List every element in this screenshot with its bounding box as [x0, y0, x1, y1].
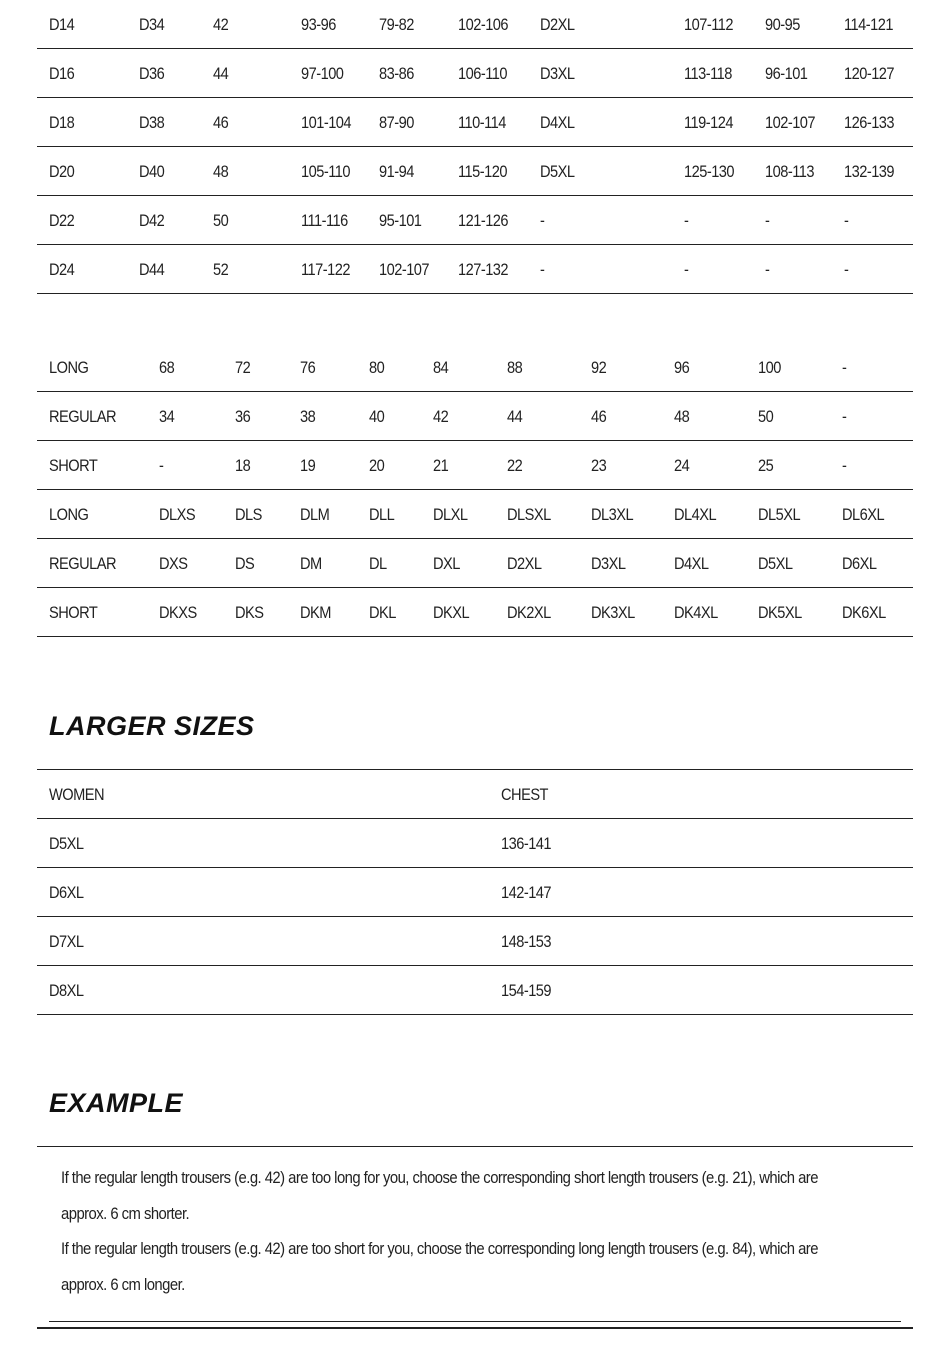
table-cell: 50 — [758, 407, 774, 426]
table-row — [37, 392, 913, 441]
table-row — [37, 245, 913, 294]
table-row — [37, 49, 913, 98]
table-cell: 84 — [433, 358, 449, 377]
table-cell: D22 — [49, 211, 75, 230]
example-line: approx. 6 cm shorter. — [61, 1204, 190, 1223]
table-cell: D5XL — [540, 162, 575, 181]
table-cell: DL4XL — [674, 505, 717, 524]
table-cell: DK3XL — [591, 603, 635, 622]
table-cell: 44 — [213, 64, 229, 83]
table-cell: - — [765, 260, 770, 279]
table-cell: 68 — [159, 358, 175, 377]
table-cell: 46 — [213, 113, 229, 132]
table-cell: 80 — [369, 358, 385, 377]
table-cell: D3XL — [591, 554, 626, 573]
table-cell: 40 — [369, 407, 385, 426]
table-cell: 19 — [300, 456, 316, 475]
table-cell: D6XL — [842, 554, 877, 573]
table-cell: 127-132 — [458, 260, 509, 279]
table-cell: DLS — [235, 505, 262, 524]
table-cell: DLXL — [433, 505, 468, 524]
table-cell: DKS — [235, 603, 264, 622]
table-cell: 114-121 — [844, 15, 893, 34]
table-cell: D20 — [49, 162, 75, 181]
table-cell: DL6XL — [842, 505, 885, 524]
table-cell: - — [540, 211, 545, 230]
table-cell: 44 — [507, 407, 523, 426]
table-cell: DK6XL — [842, 603, 886, 622]
table-cell: - — [844, 260, 849, 279]
table-cell: DL3XL — [591, 505, 634, 524]
table-cell: DKM — [300, 603, 331, 622]
table-cell: DXS — [159, 554, 188, 573]
table-row — [37, 490, 913, 539]
table-cell: D2XL — [507, 554, 542, 573]
table-cell: 119-124 — [684, 113, 733, 132]
table-cell: DK2XL — [507, 603, 551, 622]
table-cell: 110-114 — [458, 113, 506, 132]
table-cell: 107-112 — [684, 15, 733, 34]
table-cell: DLL — [369, 505, 395, 524]
table-cell: DKXS — [159, 603, 197, 622]
divider — [37, 1327, 913, 1329]
example-line: approx. 6 cm longer. — [61, 1275, 185, 1294]
table-row — [37, 98, 913, 147]
table-cell: D5XL — [49, 834, 84, 853]
table-cell: D4XL — [674, 554, 709, 573]
table-cell: 126-133 — [844, 113, 895, 132]
table-cell: 52 — [213, 260, 229, 279]
table-cell: 120-127 — [844, 64, 895, 83]
table-cell: 148-153 — [501, 932, 552, 951]
table-cell: DKXL — [433, 603, 470, 622]
table-row — [37, 539, 913, 588]
table-cell: 117-122 — [301, 260, 350, 279]
table-cell: 25 — [758, 456, 774, 475]
table-cell: 105-110 — [301, 162, 350, 181]
table-cell: 91-94 — [379, 162, 414, 181]
table-cell: 34 — [159, 407, 175, 426]
table-row — [37, 770, 913, 819]
table-cell: WOMEN — [49, 785, 105, 804]
table-cell: 42 — [433, 407, 449, 426]
table-cell: D24 — [49, 260, 75, 279]
table-cell: - — [842, 456, 847, 475]
table-cell: SHORT — [49, 603, 98, 622]
table-cell: 76 — [300, 358, 316, 377]
table-cell: D6XL — [49, 883, 84, 902]
divider — [49, 1321, 901, 1322]
table-cell: 88 — [507, 358, 523, 377]
example-text — [61, 1161, 871, 1303]
table-cell: LONG — [49, 505, 89, 524]
table-cell: 115-120 — [458, 162, 507, 181]
table-cell: 23 — [591, 456, 607, 475]
table-cell: DL — [369, 554, 387, 573]
table-cell: - — [765, 211, 770, 230]
table-row — [37, 966, 913, 1015]
table-row — [37, 196, 913, 245]
table-cell: CHEST — [501, 785, 548, 804]
table-row — [37, 917, 913, 966]
table-cell: 132-139 — [844, 162, 895, 181]
table-cell: 72 — [235, 358, 251, 377]
table-cell: REGULAR — [49, 407, 117, 426]
table-cell: 46 — [591, 407, 607, 426]
table-cell: D3XL — [540, 64, 575, 83]
table-row — [37, 819, 913, 868]
larger-sizes-table — [37, 770, 913, 1015]
table-cell: 102-106 — [458, 15, 509, 34]
table-cell: D34 — [139, 15, 165, 34]
table-cell: - — [159, 456, 164, 475]
table-cell: 36 — [235, 407, 251, 426]
table-cell: D44 — [139, 260, 165, 279]
table-cell: DLM — [300, 505, 330, 524]
table-row — [37, 868, 913, 917]
table-cell: SHORT — [49, 456, 98, 475]
table-cell: D18 — [49, 113, 75, 132]
table-cell: 79-82 — [379, 15, 414, 34]
table-cell: D36 — [139, 64, 165, 83]
table-cell: 102-107 — [379, 260, 430, 279]
table-row — [37, 0, 913, 49]
table-cell: - — [842, 358, 847, 377]
table-cell: DM — [300, 554, 322, 573]
table-cell: 108-113 — [765, 162, 814, 181]
table-cell: 154-159 — [501, 981, 552, 1000]
table-cell: 42 — [213, 15, 229, 34]
table-row — [37, 441, 913, 490]
table-cell: DLXS — [159, 505, 196, 524]
table-cell: 38 — [300, 407, 316, 426]
table-cell: 90-95 — [765, 15, 800, 34]
table-cell: 142-147 — [501, 883, 552, 902]
table-cell: D4XL — [540, 113, 575, 132]
table-cell: D38 — [139, 113, 165, 132]
table-cell: 83-86 — [379, 64, 414, 83]
table-cell: 93-96 — [301, 15, 336, 34]
table-cell: DK5XL — [758, 603, 802, 622]
table-row — [37, 343, 913, 392]
table-cell: 96-101 — [765, 64, 808, 83]
table-row — [37, 588, 913, 637]
table-cell: 48 — [674, 407, 690, 426]
larger-sizes-heading: LARGER SIZES — [49, 711, 255, 741]
table-cell: D8XL — [49, 981, 84, 1000]
table-cell: 48 — [213, 162, 229, 181]
table-cell: D40 — [139, 162, 165, 181]
table-row — [37, 147, 913, 196]
table-cell: 20 — [369, 456, 385, 475]
example-heading: EXAMPLE — [49, 1088, 184, 1118]
length-table — [37, 343, 913, 637]
table-cell: 92 — [591, 358, 607, 377]
table-cell: - — [684, 260, 689, 279]
table-cell: 97-100 — [301, 64, 344, 83]
table-cell: 113-118 — [684, 64, 732, 83]
table-cell: 121-126 — [458, 211, 509, 230]
table-cell: 101-104 — [301, 113, 352, 132]
table-cell: DLSXL — [507, 505, 551, 524]
table-cell: 50 — [213, 211, 229, 230]
table-cell: REGULAR — [49, 554, 117, 573]
table-cell: DS — [235, 554, 255, 573]
table-cell: - — [844, 211, 849, 230]
table-cell: D42 — [139, 211, 165, 230]
table-cell: D2XL — [540, 15, 575, 34]
table-cell: 21 — [433, 456, 449, 475]
table-cell: D5XL — [758, 554, 793, 573]
table-cell: DL5XL — [758, 505, 801, 524]
table-cell: - — [684, 211, 689, 230]
table-cell: - — [842, 407, 847, 426]
example-line: If the regular length trousers (e.g. 42) are too short for you, choose the corresponding long length trousers (e.g. 84), which are — [61, 1240, 818, 1258]
table-cell: LONG — [49, 358, 89, 377]
table-cell: 100 — [758, 358, 781, 377]
divider — [37, 1146, 913, 1147]
table-cell: 95-101 — [379, 211, 422, 230]
table-cell: DK4XL — [674, 603, 718, 622]
table-cell: D7XL — [49, 932, 84, 951]
table-cell: - — [540, 260, 545, 279]
example-line: If the regular length trousers (e.g. 42) are too long for you, choose the corresponding short length trousers (e.g. 21), which are — [61, 1169, 818, 1187]
table-cell: 22 — [507, 456, 523, 475]
table-cell: DKL — [369, 603, 396, 622]
size-table — [37, 0, 913, 294]
table-cell: 136-141 — [501, 834, 552, 853]
table-cell: D14 — [49, 15, 75, 34]
table-cell: 102-107 — [765, 113, 816, 132]
table-cell: D16 — [49, 64, 75, 83]
table-cell: 24 — [674, 456, 690, 475]
table-cell: 111-116 — [301, 211, 348, 230]
table-cell: 125-130 — [684, 162, 735, 181]
table-cell: 106-110 — [458, 64, 507, 83]
table-cell: DXL — [433, 554, 460, 573]
table-cell: 96 — [674, 358, 690, 377]
table-cell: 87-90 — [379, 113, 414, 132]
table-cell: 18 — [235, 456, 251, 475]
